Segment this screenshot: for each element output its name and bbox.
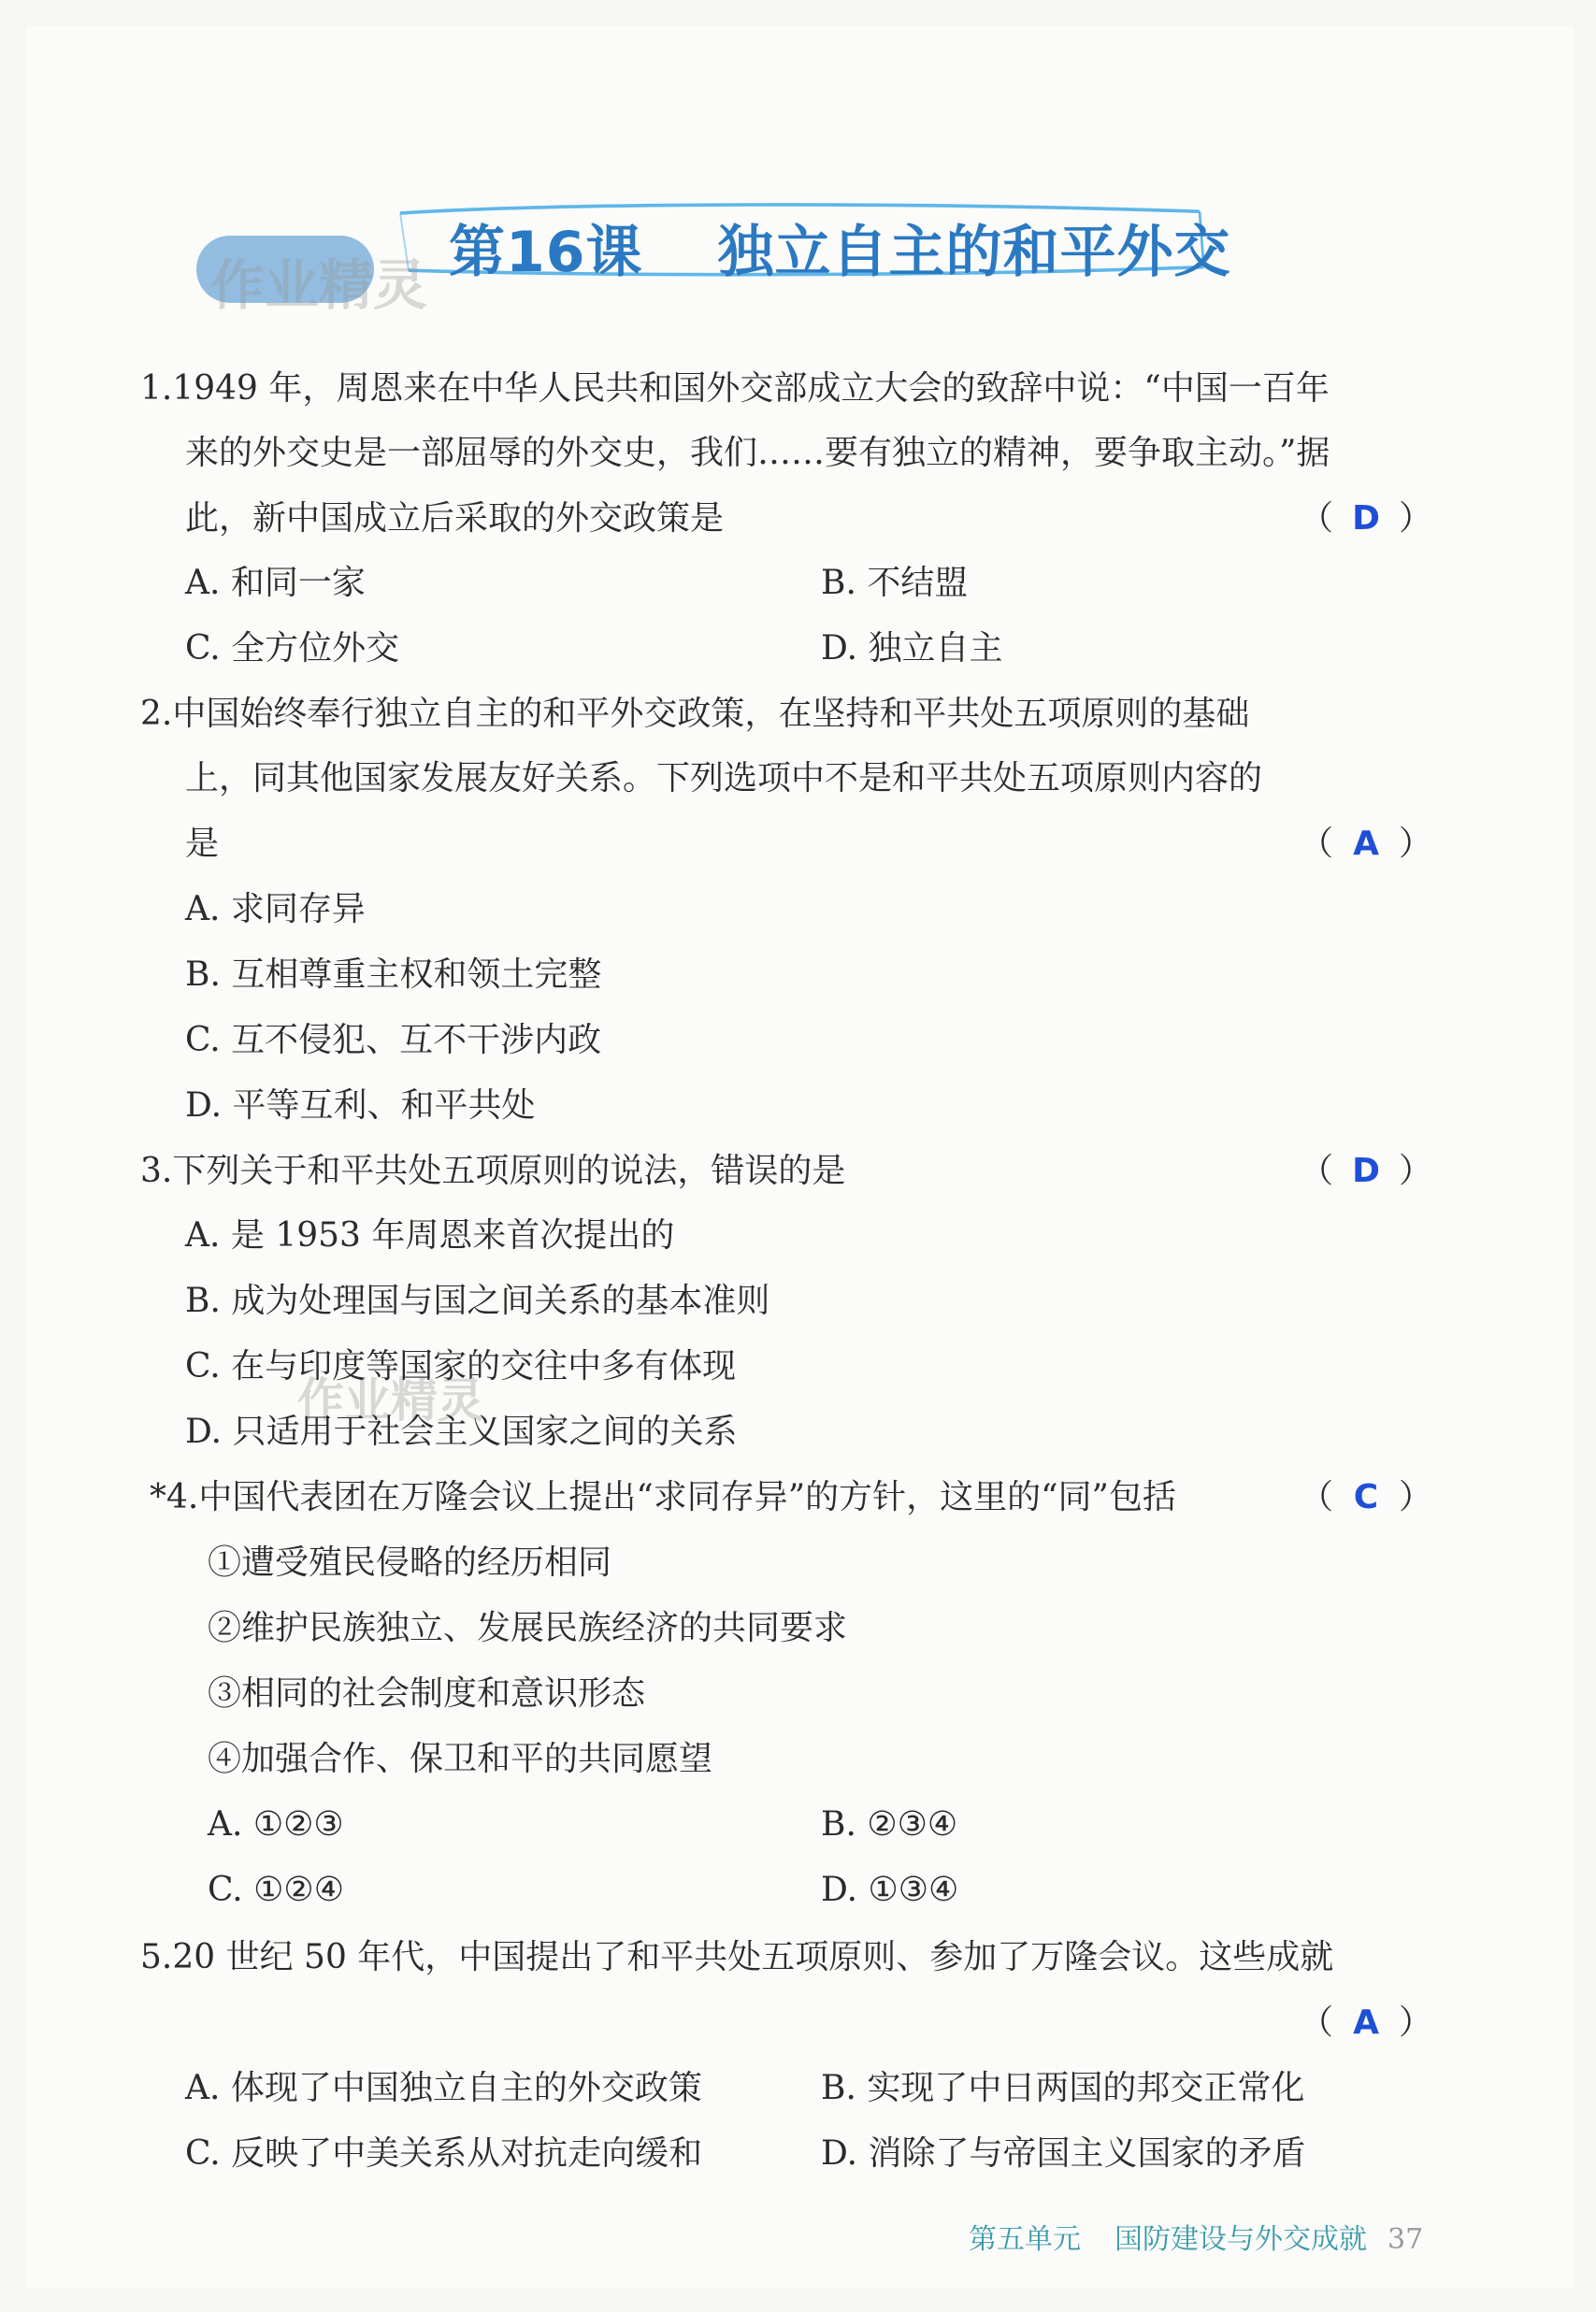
q2-option-b: B. 互相尊重主权和领土完整: [185, 955, 602, 994]
q5-option-d: D. 消除了与帝国主义国家的矛盾: [821, 2134, 1306, 2173]
q2-option-c: C. 互不侵犯、互不干涉内政: [185, 1021, 602, 1059]
q2-stem-line-3: 是: [185, 825, 220, 863]
q1-answer-letter: D: [1352, 499, 1380, 538]
q1-option-d: D. 独立自主: [821, 629, 1003, 668]
q5-stem-line-1: 5.20 世纪 50 年代，中国提出了和平共处五项原则、参加了万隆会议。这些成就: [140, 1938, 1334, 1976]
q1-option-b: B. 不结盟: [821, 564, 969, 602]
page-footer: [969, 2216, 1423, 2257]
q5-option-b: B. 实现了中日两国的邦交正常化: [821, 2069, 1305, 2107]
q4-item-1: ①遭受殖民侵略的经历相同: [208, 1544, 612, 1582]
q3-option-a: A. 是 1953 年周恩来首次提出的: [185, 1216, 675, 1255]
footer-topic: 国防建设与外交成就: [1114, 2223, 1367, 2256]
q4-answer: （ C ）: [1300, 1478, 1433, 1516]
page-number: 37: [1388, 2223, 1424, 2256]
q1-stem-line-1: 1.1949 年，周恩来在中华人民共和国外交部成立大会的致辞中说：“中国一百年: [140, 369, 1330, 408]
q2-option-d: D. 平等互利、和平共处: [185, 1086, 536, 1125]
q4-option-d: D. ①③④: [821, 1871, 959, 1909]
lesson-number: 第16课: [449, 220, 643, 285]
q2-answer-letter: A: [1353, 825, 1379, 863]
q4-option-a: A. ①②③: [208, 1805, 344, 1844]
q3-option-c: C. 在与印度等国家的交往中多有体现: [185, 1347, 737, 1386]
q1-option-c: C. 全方位外交: [185, 629, 400, 668]
q1-stem-line-3: 此，新中国成立后采取的外交政策是: [185, 499, 725, 538]
q2-stem-line-2: 上，同其他国家发展友好关系。下列选项中不是和平共处五项原则内容的: [185, 759, 1263, 797]
q3-option-b: B. 成为处理国与国之间关系的基本准则: [185, 1282, 770, 1320]
q3-option-d: D. 只适用于社会主义国家之间的关系: [185, 1413, 738, 1451]
q1-answer: （ D ）: [1300, 499, 1433, 538]
q4-item-3: ③相同的社会制度和意识形态: [208, 1674, 646, 1713]
q4-item-4: ④加强合作、保卫和平的共同愿望: [208, 1740, 713, 1778]
q5-answer: （ A ）: [1300, 2003, 1433, 2042]
q4-option-c: C. ①②④: [208, 1871, 344, 1909]
q2-answer: （ A ）: [1300, 825, 1433, 863]
q5-option-a: A. 体现了中国独立自主的外交政策: [185, 2069, 702, 2107]
watermark-middle: 作业精灵: [297, 1373, 484, 1428]
q5-answer-letter: A: [1353, 2003, 1379, 2042]
watermark-top: 作业精灵: [210, 253, 428, 317]
q1-stem-line-2: 来的外交史是一部屈辱的外交史，我们……要有独立的精神，要争取主动。”据: [185, 434, 1330, 472]
q4-item-2: ②维护民族独立、发展民族经济的共同要求: [208, 1609, 848, 1647]
q2-option-a: A. 求同存异: [185, 890, 366, 928]
lesson-title-banner: [346, 187, 1281, 299]
q3-answer: （ D ）: [1300, 1152, 1433, 1190]
q1-option-a: A. 和同一家: [185, 564, 366, 602]
q2-stem-line-1: 2.中国始终奉行独立自主的和平外交政策，在坚持和平共处五项原则的基础: [140, 695, 1250, 733]
q4-answer-letter: C: [1353, 1478, 1379, 1516]
q5-option-c: C. 反映了中美关系从对抗走向缓和: [185, 2134, 703, 2173]
lesson-title: [449, 208, 1231, 288]
q4-option-b: B. ②③④: [821, 1805, 958, 1844]
footer-unit: 第五单元: [969, 2223, 1081, 2256]
q4-stem-line-1: *4.中国代表团在万隆会议上提出“求同存异”的方针，这里的“同”包括: [150, 1478, 1176, 1516]
q3-answer-letter: D: [1352, 1152, 1380, 1190]
q3-stem-line-1: 3.下列关于和平共处五项原则的说法，错误的是: [140, 1152, 846, 1190]
lesson-name: 独立自主的和平外交: [717, 220, 1231, 285]
